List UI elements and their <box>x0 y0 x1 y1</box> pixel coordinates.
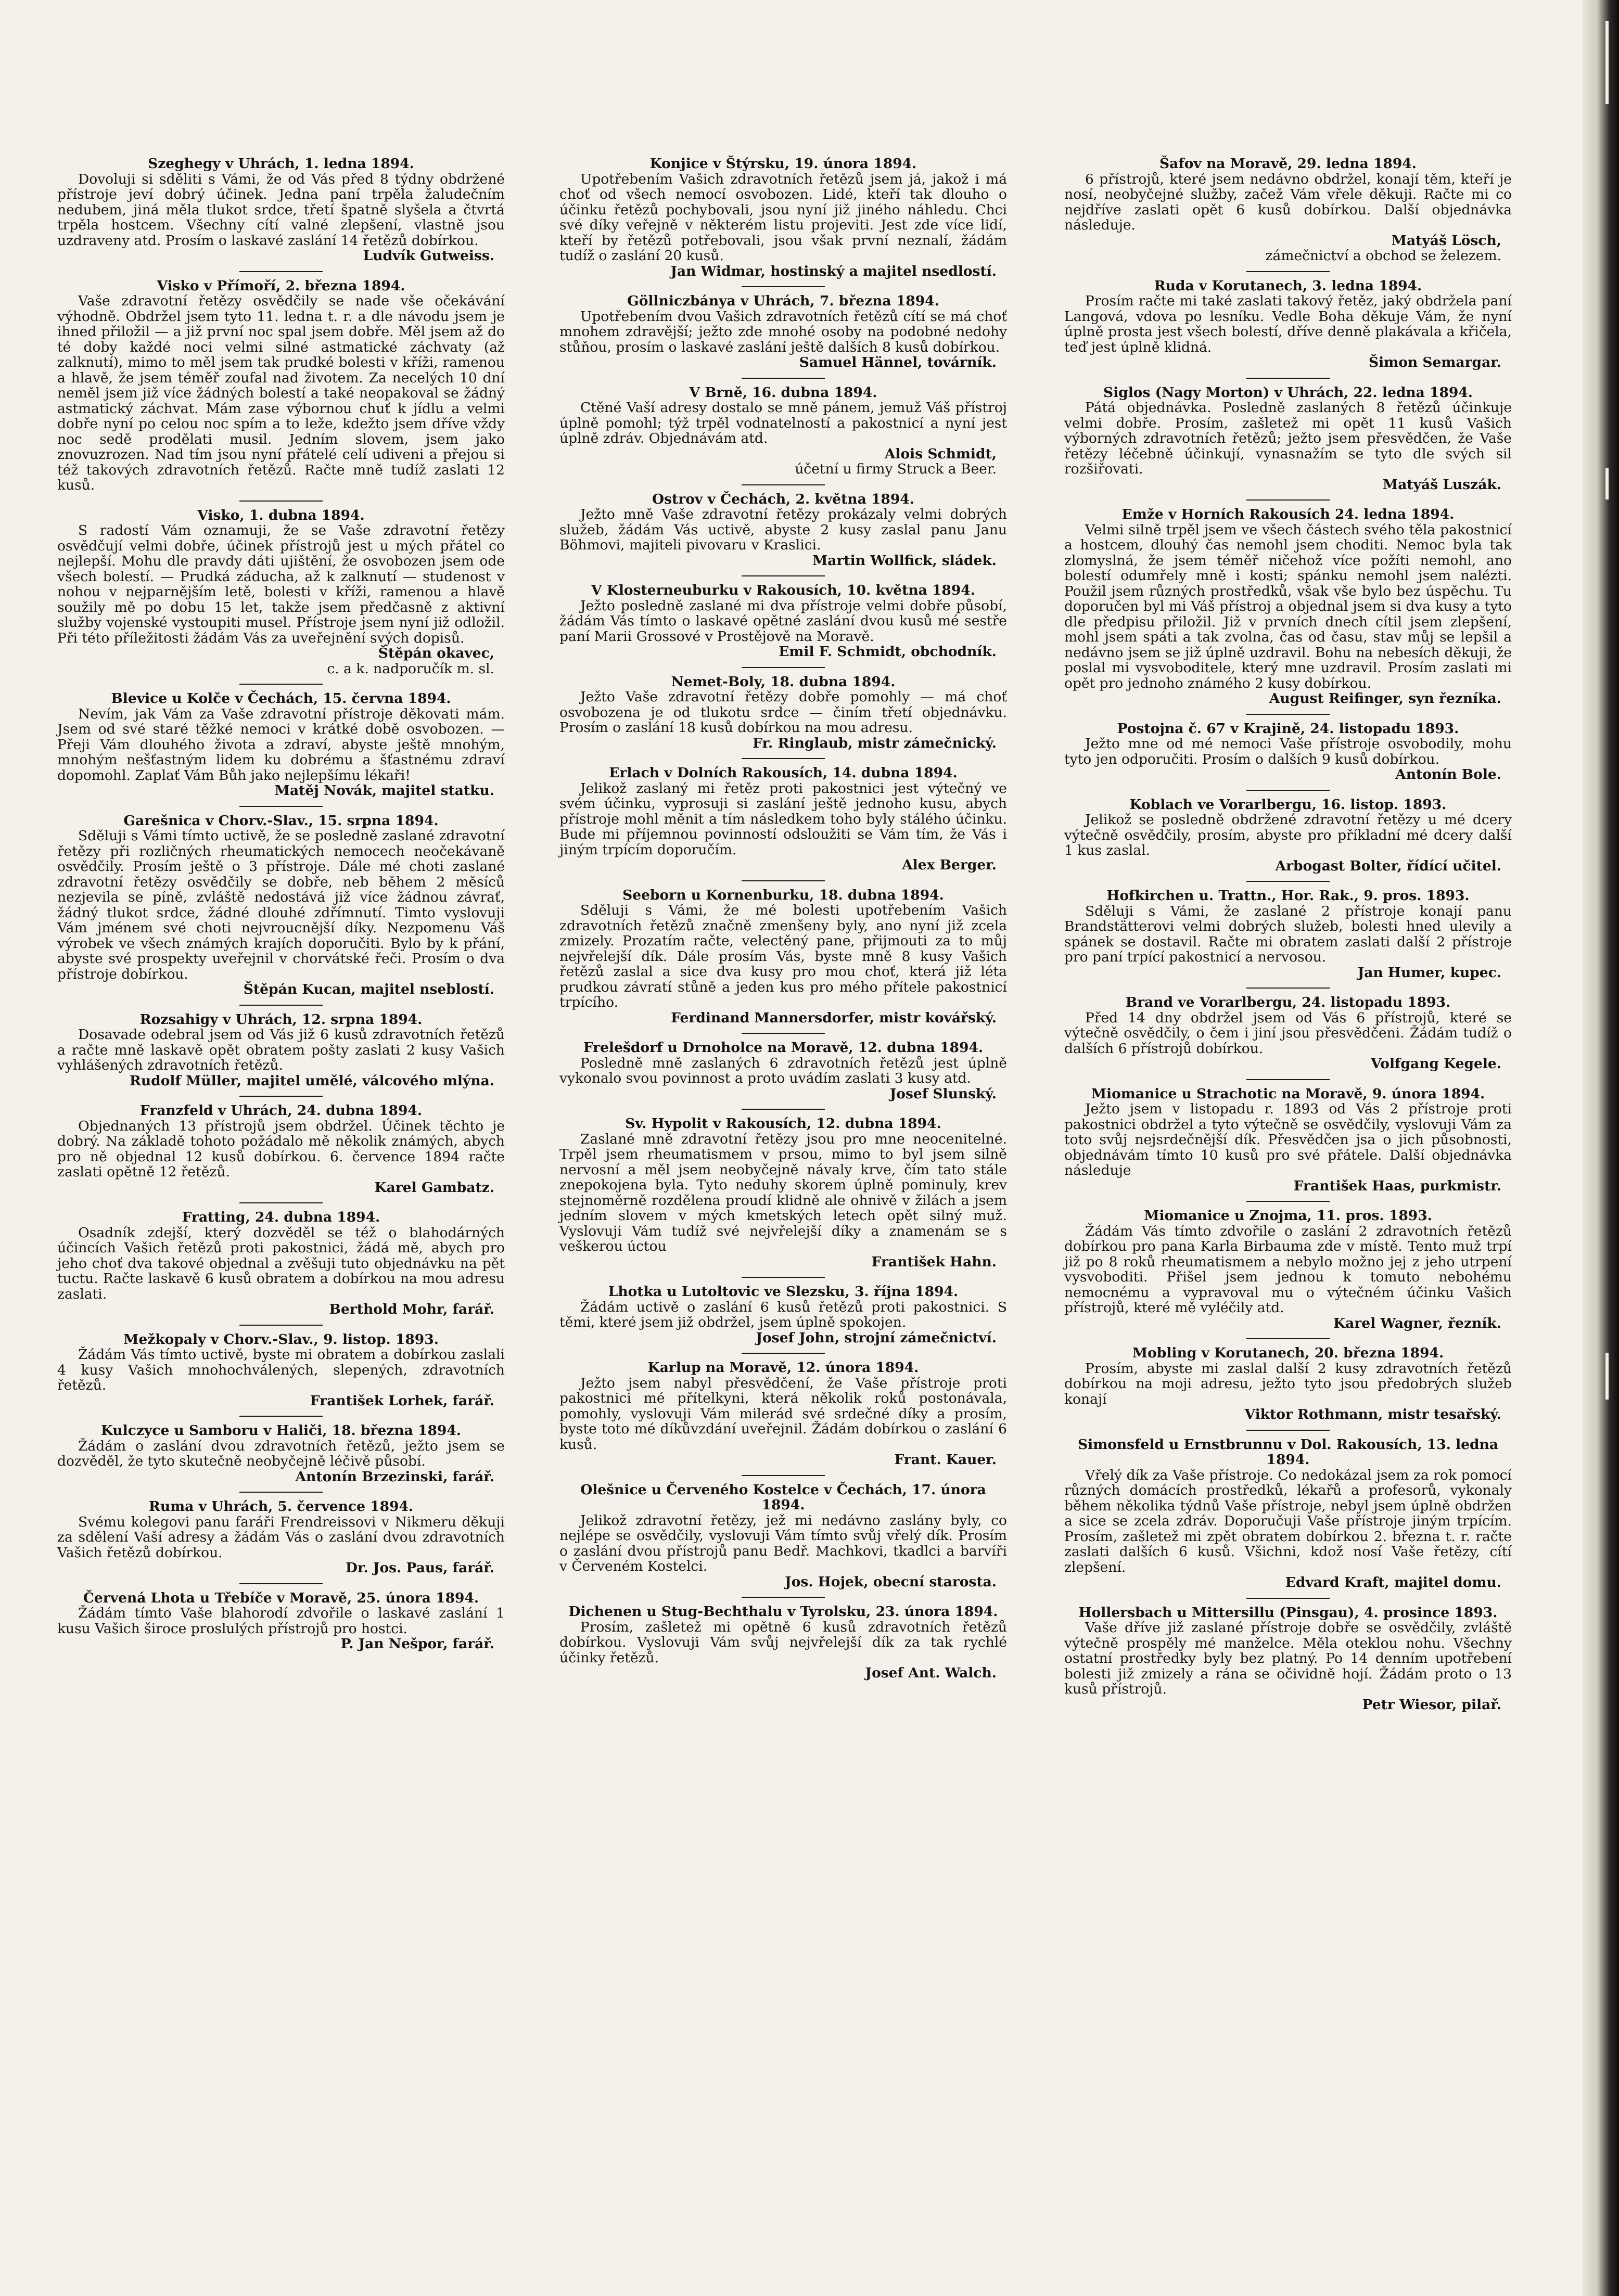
separator-rule <box>1246 1598 1330 1599</box>
letter-entry <box>559 1604 1007 1681</box>
letter-entry <box>57 1499 505 1576</box>
letter-entry <box>57 1423 505 1484</box>
separator-rule <box>742 286 825 287</box>
separator-rule <box>239 1096 323 1097</box>
letter-body: Sděluji s Vámi tímto uctivě, že se posledně zaslané zdravotní řetězy při rozličných rheumatických nemocech neočekávaně osvědčily. Prosím ještě o 3 přístroje. Dále mé choti zaslané zdravotní řetězy osvědčily se dobře, neb během 2 měsíců nezjevila se píně, zvláště nedostává již více žádnou závrať, žádný tlukot srdce, žádné dlouhé zdřímnutí. Timto vyslovuji Vám jménem své choti nejvroucnější díky. Nezpomenu Váš výrobek ve všech známých krajích doporučiti. Bylo by k přání, abyste své prospekty uveřejnil v chorvátské řeči. Prosím o dva přístroje dobírkou. <box>57 828 505 982</box>
letter-entry <box>559 293 1007 370</box>
letter-signature: Josef Ant. Walch. <box>865 1665 997 1681</box>
letter-entry <box>57 508 505 677</box>
letter-signature: Edvard Kraft, majitel domu. <box>1285 1574 1501 1590</box>
letter-place-date: Miomanice u Strachotic na Moravě, 9. února 1894. <box>1091 1085 1485 1102</box>
letter-entry <box>559 1360 1007 1468</box>
letter-entry <box>1064 888 1512 980</box>
letter-entry <box>1064 1437 1512 1590</box>
letter-place-date: Emže v Horních Rakousích 24. ledna 1894. <box>1121 506 1455 522</box>
letter-entry <box>57 1012 505 1089</box>
separator-rule <box>742 758 825 759</box>
letter-entry <box>57 156 505 264</box>
letter-body: Pátá objednávka. Posledně zaslaných 8 řetězů účinkuje velmi dobře. Prosím, zašletež mi opět 11 kusů Vašich výborných zdravotních řetězů; ježto jsem přesvědčen, že Vaše řetězy léčebně účinkují, vynasnažím se tyto dle svých sil rozšiřovati. <box>1064 400 1512 477</box>
letter-signature: Jan Widmar, hostinský a majitel nsedlostí. <box>670 263 997 279</box>
letter-body: Upotřebením dvou Vašich zdravotních řetězů cítí se má choť mnohem zdravější; ježto zde mnohé osoby na podobné nedohy stůňou, prosím o laskavé zaslání ještě dalších 8 kusů dobírkou. <box>559 308 1007 355</box>
separator-rule <box>742 484 825 485</box>
letter-place-date: Franzfeld v Uhrách, 24. dubna 1894. <box>139 1102 423 1119</box>
letter-place-date: Garešnica v Chorv.-Slav., 15. srpna 1894. <box>123 812 439 829</box>
letter-signature: Berthold Mohr, farář. <box>329 1301 494 1317</box>
letter-body: Dovoluji si sděliti s Vámi, že od Vás před 8 týdny obdržené přístroje jeví dobrý účinek. Jedna paní trpěla žaludečním nedubem, jiná měla tlukot srdce, třetí špatně slyšela a čtvrtá trpěla hostcem. Všechny cítí valné zlepšení, vlastně jsou uzdraveny atd. Prosím o laskavé zaslání 14 řetězů dobírkou. <box>57 171 505 249</box>
letter-place-date: Červená Lhota u Třebíče v Moravě, 25. února 1894. <box>83 1589 479 1606</box>
letter-body: Upotřebením Vašich zdravotních řetězů jsem já, jakož i má choť od všech nemocí osvobozen. Lidé, kteří tak dlouho o účinku řetězů pochybovali, jsou nyní již jiného náhledu. Chci své díky veřejně v některém listu projeviti. Jest zde více lidí, kteří by řetězů potřebovali, jsou však první neznalí, žádám tudíž o zaslání 20 kusů. <box>559 171 1007 264</box>
letter-place-date: Hollersbach u Mittersillu (Pinsgau), 4. prosince 1893. <box>1078 1604 1498 1621</box>
letter-entry <box>559 492 1007 569</box>
letter-place-date: Rozsahigy v Uhrách, 12. srpna 1894. <box>139 1011 423 1028</box>
separator-rule <box>742 1475 825 1476</box>
separator-rule <box>742 378 825 379</box>
letter-place-date: Koblach ve Vorarlbergu, 16. listop. 1893. <box>1129 796 1447 813</box>
letter-body: Velmi silně trpěl jsem ve všech částech svého těla pakostnicí a hostcem, dlouhý čas nemohl jsem choditi. Nemoc byla tak zlomyslná, že jsem téměř ničehož více požíti nemohl, ano bolestí odumřely mně i kosti; spánku nemohl jsem nalézti. Použil jsem různých prostředků, však vše bylo bez úspěchu. Tu doporučen byl mi Váš přístroj a objednal jsem si dva kusy a tyto dle předpisu přiložil. Již v prvních dnech cítil jsem zlepšení, mohl jsem spáti a tak zvolna, čas od času, stav můj se lepšil a nedávno jsem se již úplně uzdravil. Bohu na nebesích děkuji, že poslal mi vysvoboditele, který mne uzdravil. Prosím zaslati mi opět pro jednoho známého 2 kusy dobírkou. <box>1064 521 1512 691</box>
separator-rule <box>239 271 323 272</box>
letter-body: Ctěné Vaší adresy dostalo se mně pánem, jemuž Váš přístroj úplně pomohl; týž trpěl vodnatelností a pakostnicí a nyní jest úplně zdráv. Objednávám atd. <box>559 400 1007 446</box>
letter-signature: August Reifinger, syn řezníka. <box>1269 690 1501 707</box>
separator-rule <box>742 1597 825 1598</box>
letter-body: Jelikož zaslaný mi řetěz proti pakostnici jest výtečný ve svém účinku, vyprosuji si zaslání ještě jednoho kusu, abych přístroje mohl měnit a tím následkem toho byly stálého účinku. Bude mi příjemnou povinností odsloužiti se Vám tím, že Vás i jiným trpícím doporučím. <box>559 780 1007 858</box>
separator-rule <box>239 1202 323 1203</box>
letter-signature: Frant. Kauer. <box>894 1452 997 1468</box>
letter-entry <box>57 691 505 799</box>
letter-entry <box>1064 156 1512 264</box>
letter-place-date: Mežkopaly v Chorv.-Slav., 9. listop. 1893. <box>123 1331 439 1348</box>
letter-signature: Jos. Hojek, obecní starosta. <box>785 1573 997 1590</box>
letter-entry <box>1064 1086 1512 1194</box>
letter-body: Ježto mne od mé nemoci Vaše přístroje osvobodily, mohu tyto jen odporučiti. Prosím o dalších 9 kusů dobírkou. <box>1064 736 1512 767</box>
letter-body: Dosavade odebral jsem od Vás již 6 kusů zdravotních řetězů a račte mně laskavě opět obratem pošty zaslati 2 kusy Vašich vyhlášených zdravotních řetězů. <box>57 1027 505 1073</box>
letter-body: Svému kolegovi panu faráři Frendreissovi v Nikmeru děkuji za sdělení Vaší adresy a žádám Vás o zaslání dvou zdravotních Vašich řetězů dobírkou. <box>57 1513 505 1561</box>
letter-place-date: Ruma v Uhrách, 5. července 1894. <box>148 1498 414 1515</box>
letter-signature: Dr. Jos. Paus, farář. <box>345 1560 494 1576</box>
letter-body: Posledně mně zaslaných 6 zdravotních řetězů jest úplně vykonalo svou povinnost a proto uvádím zaslati 3 kusy atd. <box>559 1055 1007 1086</box>
separator-rule <box>239 501 323 502</box>
letter-place-date: Ruda v Korutanech, 3. ledna 1894. <box>1154 277 1422 294</box>
letter-body: Osadník zdejší, který dozvěděl se též o blahodárných účincích Vašich řetězů proti pakostnici, žádá mě, abych pro jeho choť dva takové objednal a zvěšuji tuto objednávku na pět tuctu. Račte laskavě 6 kusů obratem a dobírkou na mou adresu zaslati. <box>57 1224 505 1302</box>
letter-entry <box>1064 507 1512 707</box>
letter-signature: Arbogast Bolter, řídící učitel. <box>1275 857 1501 874</box>
letter-place-date: Dichenen u Stug-Bechthalu v Tyrolsku, 23. února 1894. <box>568 1604 998 1620</box>
letter-body: Ježto mně Vaše zdravotní řetězy prokázaly velmi dobrých služeb, žádám Vás uctivě, abyste 2 kusy zaslal panu Janu Böhmovi, majiteli pivovaru v Kraslici. <box>559 506 1007 553</box>
letter-body: Jelikož se posledně obdržené zdravotní řetězy u mé dcery výtečně osvědčily, prosím, abyste pro příkladní mé dcery další 1 kus zaslal. <box>1064 812 1512 858</box>
letter-entry <box>1064 1208 1512 1331</box>
letter-signature: Jan Humer, kupec. <box>1357 964 1501 981</box>
letter-entry <box>57 1590 505 1652</box>
letter-body: Vaše zdravotní řetězy osvědčily se nade vše očekávání výhodně. Obdržel jsem tyto 11. ledna t. r. a dle návodu jsem je ihned přiložil — a již první noc spal jsem dobře. Měl jsem až do té doby každé noci velmi silné astmatické záchvaty (až zalknutí), mimo to měl jsem tak prudké bolesti v kříži, ramenou a hlavě, že jsem téměř zoufal nad životem. Za necelých 10 dní neměl jsem již více žádných bolestí a také neopakoval se žádný astmatický záchvat. Mám zase výbornou chuť k jídlu a velmi dobře nyní po celou noc spím a to leže, kdežto jsem dříve vždy noc sedě prodělati musil. Jedním slovem, jsem jako znovuzrozen. Nad tím jsou nyní přátelé celí udiveni a přejou si též takových zdravotních řetězů. Račte mně tudíž zaslati 12 kusů. <box>57 293 505 493</box>
column-2 <box>559 156 1007 1688</box>
letter-signature: František Lorhek, farář. <box>310 1392 494 1409</box>
letter-body: Sděluji s Vámi, že zaslané 2 přístroje konají panu Brandstätterovi velmi dobrých služeb, bolesti hned ulevily a spánek se dostavil. Račte mi obratem zaslati další 2 přístroje pro paní trpící pakostnicí a nervosou. <box>1064 903 1512 965</box>
letter-body: Žádám o zaslání dvou zdravotních řetězů, ježto jsem se dozvěděl, že tyto skutečně neobyčejně léčivě působí. <box>57 1438 505 1469</box>
letter-place-date: Blevice u Kolče v Čechách, 15. června 1894. <box>111 690 451 707</box>
letter-body: Žádám Vás tímto zdvořile o zaslání 2 zdravotních řetězů dobírkou pro pana Karla Birbauma zde v místě. Tento muž trpí již po 8 roků rheumatismem a nebylo možno jej z jeho utrpení vysvoboditi. Přišel jsem jednou k tomuto nebohému nemocnému a vypravoval mu o výtečném účinku Vašich přístrojů, které mě vyléčily atd. <box>1064 1223 1512 1316</box>
letter-signature: Šimon Semargar. <box>1368 354 1501 370</box>
letter-place-date: Sv. Hypolit v Rakousích, 12. dubna 1894. <box>625 1115 941 1132</box>
letter-entry <box>559 765 1007 873</box>
letter-signature: Josef John, strojní zámečnictví. <box>756 1329 997 1346</box>
separator-rule <box>239 1492 323 1493</box>
letter-signature: František Hahn. <box>871 1253 997 1270</box>
letter-entry <box>559 1482 1007 1590</box>
letter-place-date: Kulczyce u Samboru v Haliči, 18. března 1894. <box>100 1422 462 1439</box>
scan-edge-shadow <box>1583 0 1619 2296</box>
letter-signature: Matyáš Lösch, <box>1391 232 1501 249</box>
letter-place-date: Seeborn u Kornenburku, 18. dubna 1894. <box>622 887 944 903</box>
letter-body: Žádám uctivě o zaslání 6 kusů řetězů proti pakostnici. S těmi, které jsem již obdržel, jsem úplně spokojen. <box>559 1299 1007 1330</box>
letter-entry <box>1064 797 1512 874</box>
letter-place-date: Siglos (Nagy Morton) v Uhrách, 22. ledna 1894. <box>1103 384 1473 401</box>
letter-entry <box>559 156 1007 279</box>
letter-body: 6 přístrojů, které jsem nedávno obdržel, konají těm, kteří je nosí, neobyčejné služby, začež Vám vřele děkuji. Račte mi co nejdříve zaslati opět 6 kusů dobírkou. Další objednávka následuje. <box>1064 171 1512 233</box>
letter-body: Sděluji s Vámi, že mé bolesti upotřebením Vašich zdravotních řetězů značně zmenšeny byly, ano nyní již zcela zmizely. Prozatím račte, velectěný pane, přijmouti za to můj nejvřelejší dík. Dále prosím Vás, byste mně 8 kusy Vašich řetězů zaslal a sice dva kusy pro mou choť, která již léta prudkou závratí stůně a jeden kus pro mého přítele pakostnicí trpícího. <box>559 902 1007 1010</box>
separator-rule <box>1246 1079 1330 1080</box>
letter-signature: Ludvík Gutweiss. <box>363 248 494 264</box>
letter-entry <box>57 813 505 997</box>
letter-body: Ježto jsem nabyl přesvědčení, že Vaše přístroje proti pakostnici mé přítelkyni, která několik roků postonávala, pomohly, vyslovuji Vám milerád své srdečné díky a prosím, byste toto mé díkůvzdání uveřejnil. Žádám dobírkou o zaslání 6 kusů. <box>559 1375 1007 1453</box>
letter-place-date: Mobling v Korutanech, 20. března 1894. <box>1132 1345 1444 1361</box>
letter-entry <box>57 1103 505 1195</box>
letter-place-date: V Klosterneuburku v Rakousích, 10. května 1894. <box>591 582 975 598</box>
column-3 <box>1064 156 1512 1720</box>
letter-body: Žádám Vás tímto uctivě, byste mi obratem a dobírkou zaslali 4 kusy Vašich mnohochválených, slepených, zdravotních řetězů. <box>57 1346 505 1393</box>
separator-rule <box>1246 987 1330 989</box>
letter-signature: Alois Schmidt, <box>884 445 997 462</box>
letter-entry <box>57 1210 505 1317</box>
letter-body: Zaslané mně zdravotní řetězy jsou pro mne neocenitelné. Trpěl jsem rheumatismem v prsou, mimo to byl jsem silně nervosní a měl jsem neobyčejně návaly krve, čím tato stále znepokojena byla. Tyto neduhy skorem úplně pominuly, krev stejnoměrně rozdělena proudí klidně ale ohnivě v žilách a jsem jedním slovem v mých kmetských letech opět silný muž. Vyslovuji Vám tudíž své nejvřelejší díky a znamenám se s veškerou úctou <box>559 1131 1007 1254</box>
letter-signature: Karel Wagner, řezník. <box>1333 1315 1501 1331</box>
column-1 <box>57 156 505 1659</box>
letter-signature: Petr Wiesor, pilař. <box>1362 1696 1501 1713</box>
letter-signature: Alex Berger. <box>902 857 997 873</box>
letter-signature: Matyáš Luszák. <box>1382 476 1501 493</box>
letter-body: Nevím, jak Vám za Vaše zdravotní přístroje děkovati mám. Jsem od své staré těžké nemoci v krátké době osvobozen. — Přeji Vám dlouhého života a zdraví, abyste ještě mnohým, mnohým nešťastným lidem ku dobrému a šťastnému zdraví dopomohl. Zaplať Vám Bůh jako nejlepšímu lékaři! <box>57 706 505 784</box>
letter-entry <box>559 1040 1007 1101</box>
letter-place-date: Visko, 1. dubna 1894. <box>197 507 365 523</box>
separator-rule <box>1246 790 1330 791</box>
letter-body: Vřelý dík za Vaše přístroje. Co nedokázal jsem za rok pomocí různých domácích prostředků, lékařů a profesorů, vykonaly během několika týdnů Vaše přístroje, nebyl jsem úplně obdržen a sice se zcela zdráv. Doporučuji Vaše přístroje jiným trpícím. Prosím, zašletež mi zpět obratem dobírkou 2. března t. r. račte zaslati dalších 6 kusů. Všichni, kdož nosí Vaše řetězy, cítí zlepšení. <box>1064 1467 1512 1575</box>
letter-signature-title: účetní u firmy Struck a Beer. <box>795 461 997 477</box>
letter-entry <box>1064 1605 1512 1713</box>
letter-place-date: Karlup na Moravě, 12. února 1894. <box>647 1359 919 1376</box>
letter-entry <box>559 385 1007 477</box>
letter-entry <box>57 1332 505 1409</box>
letter-signature: Karel Gambatz. <box>374 1179 494 1196</box>
separator-rule <box>1246 499 1330 501</box>
separator-rule <box>742 1033 825 1034</box>
letter-signature: Štěpán Kucan, majitel nseblostí. <box>243 981 494 997</box>
letter-entry <box>559 1116 1007 1269</box>
letter-body: S radostí Vám oznamuji, že se Vaše zdravotní řetězy osvědčují velmi dobře, účinek přístrojů jest u mých přátel co nejlepší. Mohu dle pravdy dáti ujištění, že osvobozen jsem ode všech bolestí. — Prudká záducha, až k zalknutí — studenost v nohou v nejparnějším letě, bolesti v kříži, ramenou a hlavě soužily mě po dobu 15 let, takže jsem předčasně z aktivní služby vojenské vystoupiti musel. Přístroje jsem nyní již odložil. Při této příležitosti žádám Vás za uveřejnění svých dopisů. <box>57 522 505 646</box>
separator-rule <box>1246 1338 1330 1339</box>
letter-entry <box>1064 278 1512 370</box>
separator-rule <box>742 880 825 881</box>
letter-body: Vaše dříve již zaslané přístroje dobře se osvědčily, zvláště výtečně prospěly mé manželce. Měla oteklou nohu. Všechny ostatní prostředky byly bez platný. Po 14 denním upotřebení bolesti již zmizely a rána se očividně hojí. Žádám proto o 13 kusů přístrojů. <box>1064 1620 1512 1697</box>
letter-signature: Fr. Ringlaub, mistr zámečnický. <box>753 735 997 751</box>
letter-body: Objednaných 13 přístrojů jsem obdržel. Účinek těchto je dobrý. Na základě tohoto požádalo mě několik známých, abych pro ně objednal 12 kusů dobírkou. 6. července 1894 račte zaslati opětně 12 řetězů. <box>57 1118 505 1180</box>
letter-signature: Josef Slunský. <box>889 1085 997 1102</box>
separator-rule <box>239 1325 323 1326</box>
letter-signature: Antonín Brzezinski, farář. <box>295 1468 494 1485</box>
letter-place-date: Lhotka u Lutoltovic ve Slezsku, 3. října 1894. <box>608 1284 959 1300</box>
letter-place-date: Konjice v Štýrsku, 19. února 1894. <box>649 156 917 172</box>
letter-body: Před 14 dny obdržel jsem od Vás 6 přístrojů, které se výtečně osvědčily, o čem i jiní jsou přesvědčeni. Žádám tudíž o dalších 6 přístrojů dobírkou. <box>1064 1009 1512 1057</box>
letter-body: Ježto posledně zaslané mi dva přístroje velmi dobře působí, žádám Vás tímto o laskavé opětné zaslání dvou kusů mé sestře paní Marii Grossové v Prostějově na Moravě. <box>559 597 1007 645</box>
letter-signature: P. Jan Nešpor, farář. <box>340 1636 494 1652</box>
letter-entry <box>1064 721 1512 783</box>
letter-place-date: Erlach v Dolních Rakousích, 14. dubna 1894. <box>609 765 958 781</box>
separator-rule <box>239 1583 323 1584</box>
letter-entry <box>57 278 505 493</box>
separator-rule <box>742 575 825 576</box>
letter-signature-title: c. a k. nadporučík m. sl. <box>327 660 494 677</box>
letter-place-date: Visko v Přímoří, 2. března 1894. <box>157 277 405 294</box>
separator-rule <box>239 684 323 685</box>
letter-signature: Emil F. Schmidt, obchodník. <box>779 644 997 660</box>
letter-entry <box>559 888 1007 1026</box>
letter-place-date: Šafov na Moravě, 29. ledna 1894. <box>1159 156 1417 172</box>
letter-place-date: Postojna č. 67 v Krajině, 24. listopadu 1893. <box>1117 720 1459 737</box>
letter-signature: Samuel Hännel, továrník. <box>799 354 997 370</box>
letter-place-date: Szeghegy v Uhrách, 1. ledna 1894. <box>148 156 414 172</box>
letter-signature: Ferdinand Mannersdorfer, mistr kovářský. <box>671 1009 997 1026</box>
separator-rule <box>239 806 323 807</box>
letter-body: Jelikož zdravotní řetězy, jež mi nedávno zaslány byly, co nejlépe se osvědčily, vyslovuji Vám tímto svůj vřelý dík. Prosím o zaslání dvou přístrojů panu Bedř. Machkovi, tkadlci a barvíři v Červeném Kostelci. <box>559 1512 1007 1574</box>
letter-place-date: Nemet-Boly, 18. dubna 1894. <box>671 673 896 690</box>
separator-rule <box>239 1416 323 1417</box>
letter-signature: Matěj Novák, majitel statku. <box>274 783 494 799</box>
separator-rule <box>742 667 825 668</box>
separator-rule <box>742 1277 825 1278</box>
separator-rule <box>742 1109 825 1110</box>
letter-signature: Štěpán okavec, <box>378 645 494 661</box>
letter-entry <box>1064 1345 1512 1422</box>
letter-signature: Volfgang Kegele. <box>1371 1056 1501 1072</box>
letter-signature: Martin Wollfick, sládek. <box>812 552 997 569</box>
separator-rule <box>1246 714 1330 715</box>
letter-body: Ježto Vaše zdravotní řetězy dobře pomohly — má choť osvobozena je od tlukotu srdce — činím třetí objednávku. Prosím o zaslání 18 kusů dobírkou na mou adresu. <box>559 689 1007 736</box>
separator-rule <box>1246 881 1330 882</box>
letter-body: Prosím, abyste mi zaslal další 2 kusy zdravotních řetězů dobírkou na moji adresu, ježto tyto jsou předobrých služeb konají <box>1064 1360 1512 1407</box>
letter-place-date: Fratting, 24. dubna 1894. <box>182 1209 380 1225</box>
letter-body: Ježto jsem v listopadu r. 1893 od Vás 2 přístroje proti pakostnici obdržel a tyto výtečně se osvědčily, vyslovuji Vám za toto svůj nejsrdečnější dík. Přesvědčen jsa o jich působnosti, objednávám tímto 10 kusů pro své přátele. Další objednávka následuje <box>1064 1101 1512 1178</box>
letter-signature: Antonín Bole. <box>1395 766 1501 783</box>
separator-rule <box>742 1353 825 1354</box>
letter-entry <box>559 583 1007 660</box>
letter-body: Žádám tímto Vaše blahorodí zdvořile o laskavé zaslání 1 kusu Vašich široce proslulých přístrojů pro hostci. <box>57 1605 505 1637</box>
letter-place-date: V Brně, 16. dubna 1894. <box>689 384 877 401</box>
letter-entry <box>1064 995 1512 1072</box>
letter-place-date: Hofkirchen u. Trattn., Hor. Rak., 9. pros. 1893. <box>1106 888 1470 904</box>
letter-entry <box>559 674 1007 751</box>
letter-place-date: Frelešdorf u Drnoholce na Moravě, 12. dubna 1894. <box>583 1040 984 1056</box>
letter-place-date: Olešnice u Červeného Kostelce v Čechách, 17. února 1894. <box>580 1481 986 1513</box>
letter-signature: František Haas, purkmistr. <box>1293 1177 1501 1194</box>
separator-rule <box>1246 271 1330 272</box>
letter-signature-title: zámečnictví a obchod se železem. <box>1265 248 1501 264</box>
letter-signature: Rudolf Müller, majitel umělé, válcového mlýna. <box>129 1072 494 1089</box>
letter-place-date: Simonsfeld u Ernstbrunnu v Dol. Rakousích, 13. ledna 1894. <box>1077 1436 1499 1468</box>
letter-place-date: Brand ve Vorarlbergu, 24. listopadu 1893. <box>1125 994 1451 1010</box>
letter-place-date: Miomanice u Znojma, 11. pros. 1893. <box>1144 1208 1432 1224</box>
letter-entry <box>1064 385 1512 493</box>
separator-rule <box>1246 1430 1330 1431</box>
letter-entry <box>559 1284 1007 1345</box>
letter-body: Prosím račte mi také zaslati takový řetěz, jaký obdržela paní Langová, vdova po lesníku. Vedle Boha děkuje Vám, že nyní úplně prosta jest všech bolestí, dříve denně plakávala a křičela, teď jest úplně klidná. <box>1064 293 1512 355</box>
letter-body: Prosím, zašletež mi opětně 6 kusů zdravotních řetězů dobírkou. Vyslovuji Vám svůj nejvřelejší dík za tak rychlé účinky řetězů. <box>559 1619 1007 1666</box>
separator-rule <box>1246 378 1330 379</box>
letter-place-date: Göllniczbánya v Uhrách, 7. března 1894. <box>627 293 939 309</box>
letter-signature: Viktor Rothmann, mistr tesařský. <box>1244 1406 1501 1422</box>
separator-rule <box>239 1005 323 1006</box>
separator-rule <box>1246 1201 1330 1202</box>
letter-place-date: Ostrov v Čechách, 2. května 1894. <box>652 491 914 507</box>
